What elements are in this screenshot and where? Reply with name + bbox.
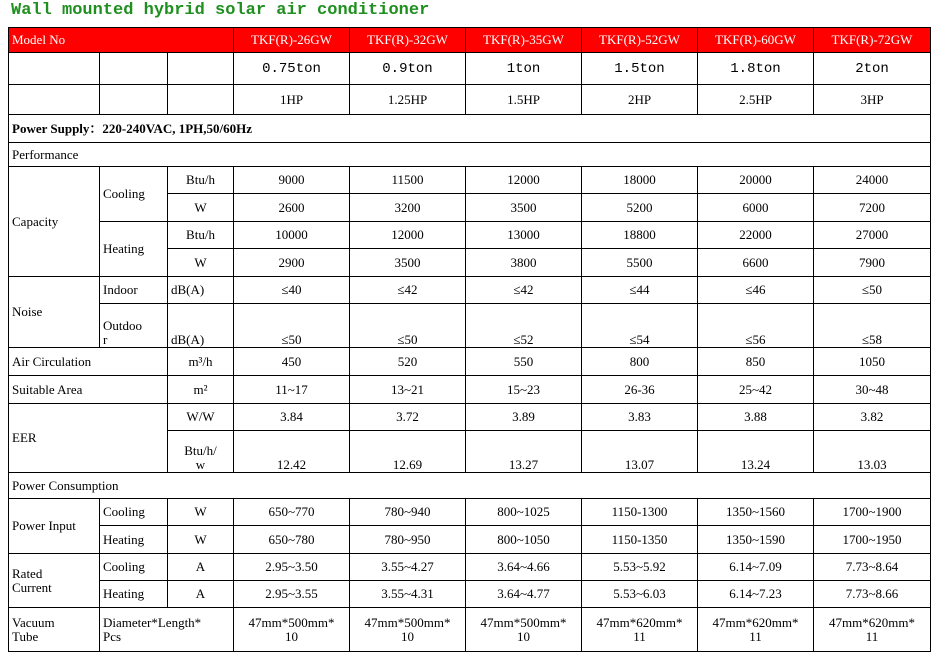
empty-cell — [168, 53, 234, 85]
power-supply-row — [9, 115, 931, 143]
suitable-area-row — [9, 376, 931, 404]
model-header: TKF(R)-60GW — [698, 28, 814, 53]
outdoor-noise-value: ≤56 — [698, 304, 814, 348]
power-input-heating-value: 780~950 — [350, 526, 466, 554]
power-input-label: Power Input — [9, 499, 100, 554]
horsepower-value: 2.5HP — [698, 85, 814, 115]
rated-current-heating-row — [9, 581, 931, 608]
empty-cell — [100, 53, 168, 85]
power-input-heating-value: 1700~1950 — [814, 526, 931, 554]
air-circulation-value: 850 — [698, 348, 814, 376]
vacuum-tube-value: 47mm*620mm* 11 — [698, 608, 814, 652]
spec-table — [8, 27, 931, 652]
noise-label: Noise — [9, 277, 100, 348]
empty-cell — [100, 85, 168, 115]
tonnage-value: 1.8ton — [698, 53, 814, 85]
indoor-noise-value: ≤42 — [466, 277, 582, 304]
heating-capacity-btu: 27000 — [814, 222, 931, 249]
cooling-capacity-btu: 11500 — [350, 167, 466, 194]
rated-current-cooling-value: 3.55~4.27 — [350, 554, 466, 581]
air-circulation-value: 550 — [466, 348, 582, 376]
header-row — [9, 28, 931, 53]
tonnage-value: 1ton — [466, 53, 582, 85]
heating-capacity-w: 6600 — [698, 249, 814, 277]
eer-ww-value: 3.89 — [466, 404, 582, 431]
unit-label: dB(A) — [168, 277, 234, 304]
empty-cell — [168, 85, 234, 115]
air-circulation-row — [9, 348, 931, 376]
noise-outdoor-row — [9, 304, 931, 348]
rated-current-heating-value: 3.55~4.31 — [350, 581, 466, 608]
unit-label: W — [168, 499, 234, 526]
heating-label: Heating — [100, 581, 168, 608]
unit-label: W — [168, 249, 234, 277]
rated-current-cooling-value: 5.53~5.92 — [582, 554, 698, 581]
heating-capacity-btu: 12000 — [350, 222, 466, 249]
eer-btu-value: 13.27 — [466, 431, 582, 473]
unit-label: Btu/h — [168, 167, 234, 194]
capacity-cooling-btu-row — [9, 167, 931, 194]
model-header: TKF(R)-72GW — [814, 28, 931, 53]
heating-capacity-w: 5500 — [582, 249, 698, 277]
eer-ww-value: 3.82 — [814, 404, 931, 431]
indoor-noise-value: ≤42 — [350, 277, 466, 304]
cooling-capacity-w: 5200 — [582, 194, 698, 222]
unit-label: Btu/h/ w — [168, 431, 234, 473]
horsepower-row — [9, 85, 931, 115]
vacuum-tube-value: 47mm*500mm* 10 — [234, 608, 350, 652]
rated-current-cooling-row — [9, 554, 931, 581]
eer-ww-value: 3.84 — [234, 404, 350, 431]
power-input-cooling-value: 800~1025 — [466, 499, 582, 526]
horsepower-value: 1HP — [234, 85, 350, 115]
empty-cell — [9, 53, 100, 85]
unit-label: m³/h — [168, 348, 234, 376]
rated-current-cooling-value: 6.14~7.09 — [698, 554, 814, 581]
rated-current-cooling-value: 2.95~3.50 — [234, 554, 350, 581]
vacuum-tube-row — [9, 608, 931, 652]
heating-capacity-w: 2900 — [234, 249, 350, 277]
unit-label: m² — [168, 376, 234, 404]
rated-current-label: Rated Current — [9, 554, 100, 608]
unit-label: Btu/h — [168, 222, 234, 249]
power-input-cooling-value: 650~770 — [234, 499, 350, 526]
cooling-capacity-w: 3200 — [350, 194, 466, 222]
unit-label: dB(A) — [168, 304, 234, 348]
indoor-noise-value: ≤44 — [582, 277, 698, 304]
empty-cell — [9, 85, 100, 115]
eer-btu-value: 13.03 — [814, 431, 931, 473]
model-header: TKF(R)-32GW — [350, 28, 466, 53]
power-input-heating-value: 650~780 — [234, 526, 350, 554]
indoor-label: Indoor — [100, 277, 168, 304]
model-header: TKF(R)-52GW — [582, 28, 698, 53]
cooling-capacity-w: 6000 — [698, 194, 814, 222]
cooling-capacity-btu: 18000 — [582, 167, 698, 194]
heating-capacity-w: 7900 — [814, 249, 931, 277]
cooling-label: Cooling — [100, 167, 168, 222]
power-input-cooling-value: 1700~1900 — [814, 499, 931, 526]
capacity-heating-btu-row — [9, 222, 931, 249]
cooling-label: Cooling — [100, 554, 168, 581]
power-input-cooling-value: 780~940 — [350, 499, 466, 526]
heating-capacity-btu: 10000 — [234, 222, 350, 249]
tonnage-row — [9, 53, 931, 85]
tonnage-value: 1.5ton — [582, 53, 698, 85]
unit-label: W — [168, 194, 234, 222]
indoor-noise-value: ≤40 — [234, 277, 350, 304]
vacuum-tube-desc: Diameter*Length* Pcs — [100, 608, 234, 652]
performance-section-row — [9, 143, 931, 167]
vacuum-tube-value: 47mm*500mm* 10 — [466, 608, 582, 652]
rated-current-heating-value: 2.95~3.55 — [234, 581, 350, 608]
heating-capacity-btu: 13000 — [466, 222, 582, 249]
cooling-capacity-btu: 9000 — [234, 167, 350, 194]
cooling-capacity-btu: 20000 — [698, 167, 814, 194]
eer-ww-value: 3.88 — [698, 404, 814, 431]
suitable-area-value: 15~23 — [466, 376, 582, 404]
indoor-noise-value: ≤50 — [814, 277, 931, 304]
cooling-capacity-btu: 24000 — [814, 167, 931, 194]
tonnage-value: 0.9ton — [350, 53, 466, 85]
power-input-heating-value: 1150-1350 — [582, 526, 698, 554]
air-circulation-value: 1050 — [814, 348, 931, 376]
model-header: TKF(R)-35GW — [466, 28, 582, 53]
heating-capacity-btu: 18800 — [582, 222, 698, 249]
rated-current-heating-value: 6.14~7.23 — [698, 581, 814, 608]
power-supply-text: Power Supply：220-240VAC, 1PH,50/60Hz — [9, 115, 931, 143]
outdoor-noise-value: ≤50 — [234, 304, 350, 348]
eer-btu-value: 13.24 — [698, 431, 814, 473]
noise-indoor-row — [9, 277, 931, 304]
rated-current-heating-value: 7.73~8.66 — [814, 581, 931, 608]
unit-label: A — [168, 581, 234, 608]
heating-label: Heating — [100, 526, 168, 554]
heating-label: Heating — [100, 222, 168, 277]
cooling-label: Cooling — [100, 499, 168, 526]
cooling-capacity-w: 3500 — [466, 194, 582, 222]
eer-label: EER — [9, 404, 168, 473]
cooling-capacity-w: 7200 — [814, 194, 931, 222]
rated-current-heating-value: 5.53~6.03 — [582, 581, 698, 608]
outdoor-noise-value: ≤58 — [814, 304, 931, 348]
eer-btu-value: 13.07 — [582, 431, 698, 473]
horsepower-value: 3HP — [814, 85, 931, 115]
suitable-area-value: 13~21 — [350, 376, 466, 404]
outdoor-label: Outdoo r — [100, 304, 168, 348]
heating-capacity-w: 3500 — [350, 249, 466, 277]
model-header: TKF(R)-26GW — [234, 28, 350, 53]
suitable-area-value: 11~17 — [234, 376, 350, 404]
power-input-heating-row — [9, 526, 931, 554]
rated-current-heating-value: 3.64~4.77 — [466, 581, 582, 608]
tonnage-value: 0.75ton — [234, 53, 350, 85]
eer-ww-value: 3.83 — [582, 404, 698, 431]
rated-current-cooling-value: 7.73~8.64 — [814, 554, 931, 581]
power-input-cooling-value: 1350~1560 — [698, 499, 814, 526]
air-circulation-value: 800 — [582, 348, 698, 376]
power-consumption-label: Power Consumption — [9, 473, 931, 499]
air-circulation-value: 520 — [350, 348, 466, 376]
capacity-label: Capacity — [9, 167, 100, 277]
suitable-area-value: 25~42 — [698, 376, 814, 404]
vacuum-tube-value: 47mm*500mm* 10 — [350, 608, 466, 652]
eer-btu-value: 12.42 — [234, 431, 350, 473]
cooling-capacity-btu: 12000 — [466, 167, 582, 194]
power-input-cooling-value: 1150-1300 — [582, 499, 698, 526]
vacuum-tube-value: 47mm*620mm* 11 — [814, 608, 931, 652]
unit-label: W/W — [168, 404, 234, 431]
cooling-capacity-w: 2600 — [234, 194, 350, 222]
outdoor-noise-value: ≤54 — [582, 304, 698, 348]
eer-ww-value: 3.72 — [350, 404, 466, 431]
unit-label: A — [168, 554, 234, 581]
outdoor-noise-value: ≤50 — [350, 304, 466, 348]
suitable-area-value: 26-36 — [582, 376, 698, 404]
eer-btu-value: 12.69 — [350, 431, 466, 473]
horsepower-value: 1.25HP — [350, 85, 466, 115]
power-consumption-section-row — [9, 473, 931, 499]
rated-current-cooling-value: 3.64~4.66 — [466, 554, 582, 581]
vacuum-tube-label: Vacuum Tube — [9, 608, 100, 652]
air-circulation-label: Air Circulation — [9, 348, 168, 376]
heating-capacity-w: 3800 — [466, 249, 582, 277]
page-title: Wall mounted hybrid solar air conditioner — [11, 1, 430, 20]
model-no-label: Model No — [9, 28, 234, 53]
suitable-area-value: 30~48 — [814, 376, 931, 404]
suitable-area-label: Suitable Area — [9, 376, 168, 404]
horsepower-value: 1.5HP — [466, 85, 582, 115]
indoor-noise-value: ≤46 — [698, 277, 814, 304]
unit-label: W — [168, 526, 234, 554]
heating-capacity-btu: 22000 — [698, 222, 814, 249]
power-input-cooling-row — [9, 499, 931, 526]
power-input-heating-value: 800~1050 — [466, 526, 582, 554]
eer-ww-row — [9, 404, 931, 431]
air-circulation-value: 450 — [234, 348, 350, 376]
outdoor-noise-value: ≤52 — [466, 304, 582, 348]
horsepower-value: 2HP — [582, 85, 698, 115]
power-input-heating-value: 1350~1590 — [698, 526, 814, 554]
vacuum-tube-value: 47mm*620mm* 11 — [582, 608, 698, 652]
performance-label: Performance — [9, 143, 931, 167]
tonnage-value: 2ton — [814, 53, 931, 85]
